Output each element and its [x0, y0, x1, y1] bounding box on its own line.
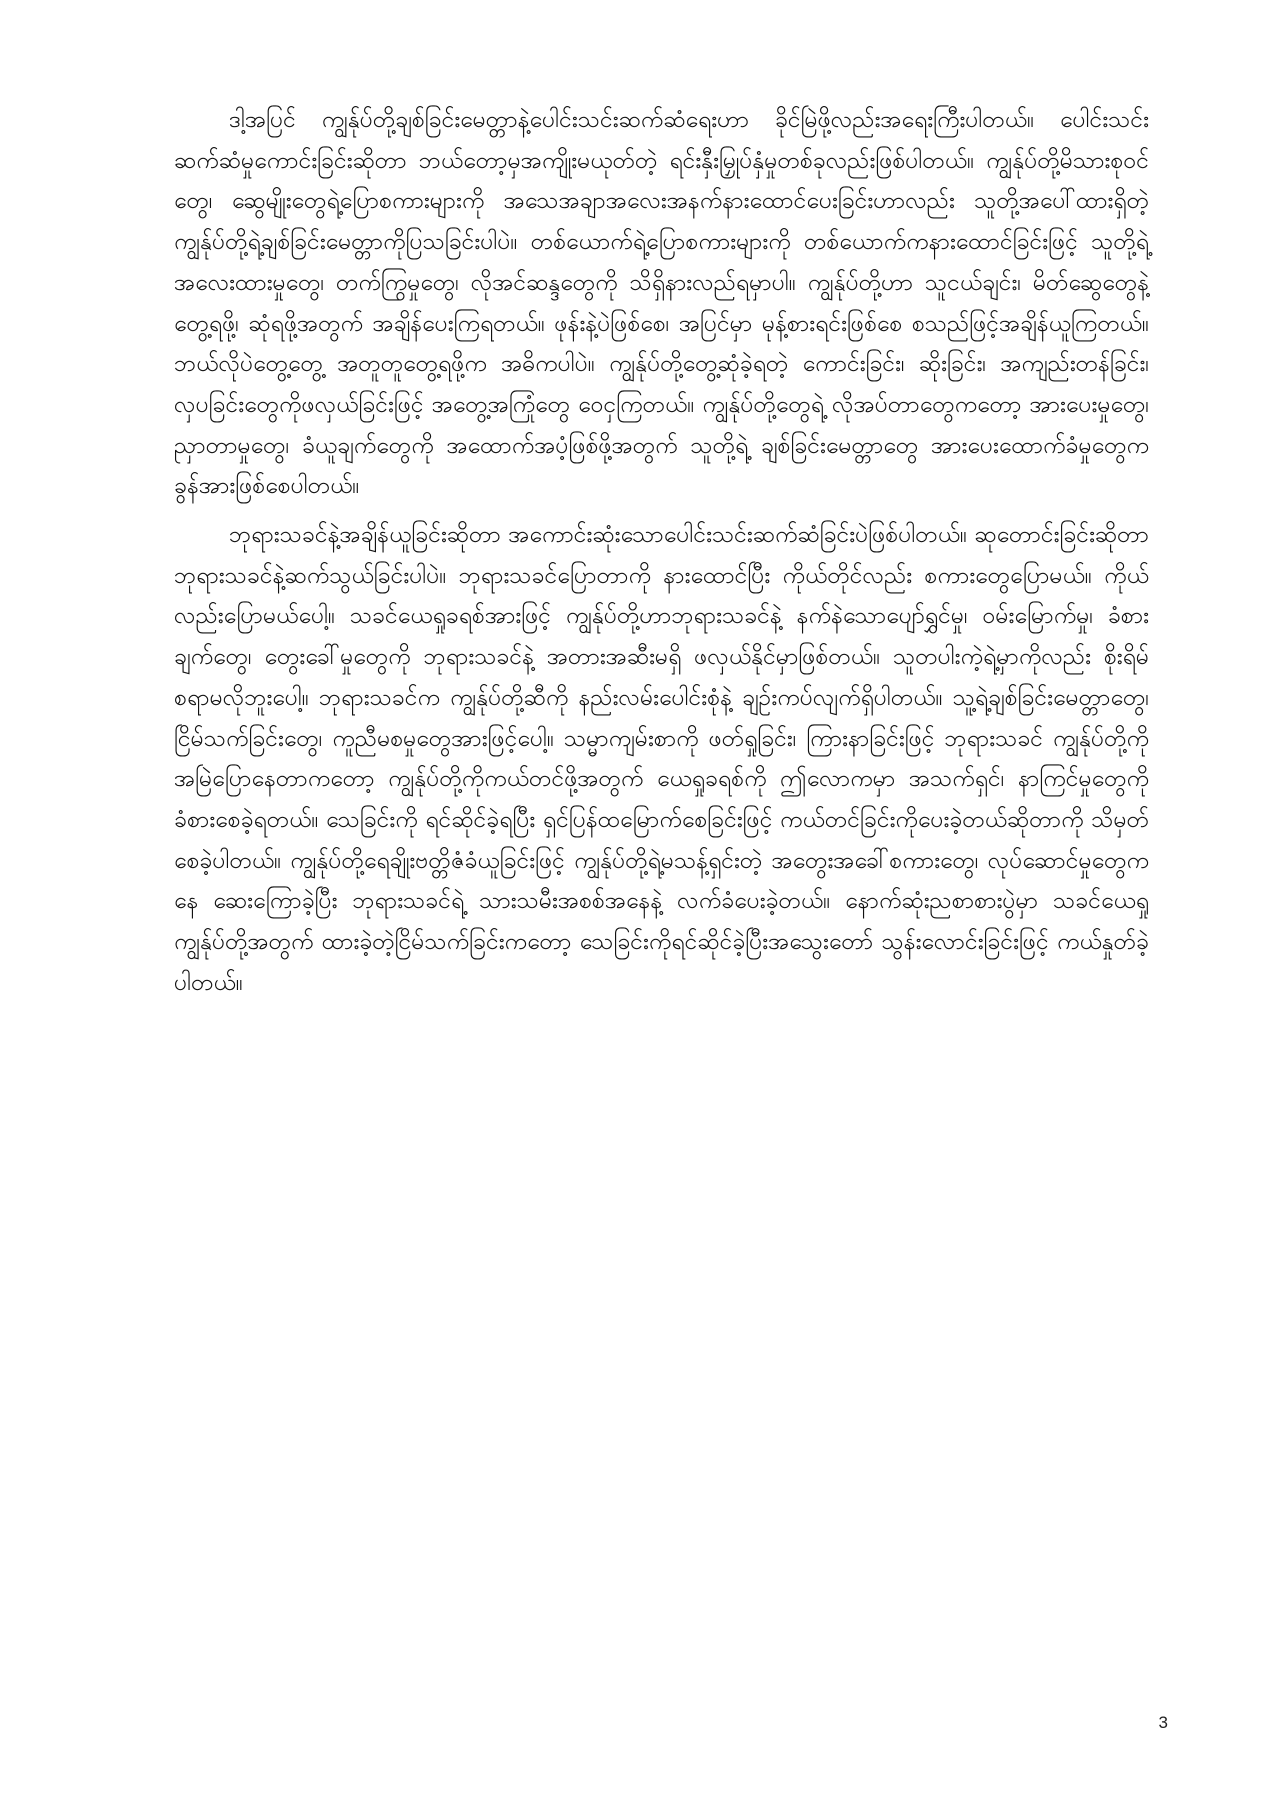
body-text — [174, 100, 1149, 1003]
paragraph-1: ဒါ့အပြင် ကျွန်ုပ်တို့ချစ်ခြင်းမေတ္တာနဲ့ပေါင်းသင်းဆက်ဆံရေးဟာ ခိုင်မြဲဖို့လည်းအရေးကြီးပါတယ်။ ပေါင်းသင်းဆက်ဆံမှုကောင်းခြင်းဆိုတာ ဘယ်တော့မှအကျိုးမယုတ်တဲ့ ရင်းနှီးမြှုပ်နှံမှုတစ်ခုလည်းဖြစ်ပါတယ်။ ကျွန်ုပ်တို့မိသားစုဝင်တွေ၊ ဆွေမျိုးတွေရဲ့ပြောစကားများကို အသေအချာအလေးအနက်နားထောင်ပေးခြင်းဟာလည်း သူတို့အပေါ်ထားရှိတဲ့ ကျွန်ုပ်တို့ရဲ့ချစ်ခြင်းမေတ္တာကိုပြသခြင်းပါပဲ။ တစ်ယောက်ရဲ့ပြောစကားများကို တစ်ယောက်ကနားထောင်ခြင်းဖြင့် သူတို့ရဲ့အလေးထားမှုတွေ၊ တက်ကြွမှုတွေ၊ လိုအင်ဆန္ဒတွေကို သိရှိနားလည်ရမှာပါ။ ကျွန်ုပ်တို့ဟာ သူငယ်ချင်း၊ မိတ်ဆွေတွေနဲ့တွေ့ရဖို့၊ ဆုံရဖို့အတွက် အချိန်ပေးကြရတယ်။ ဖုန်းနဲ့ပဲဖြစ်စေ၊ အပြင်မှာ မုန့်စားရင်းဖြစ်စေ စသည်ဖြင့်အချိန်ယူကြတယ်။ ဘယ်လိုပဲတွေ့တွေ့ အတူတူတွေ့ရဖို့က အဓိကပါပဲ။ ကျွန်ုပ်တို့တွေ့ဆုံခဲ့ရတဲ့ ကောင်းခြင်း၊ ဆိုးခြင်း၊ အကျည်းတန်ခြင်း၊ လှပခြင်းတွေကိုဖလှယ်ခြင်းဖြင့် အတွေ့အကြုံတွေ ဝေငှကြတယ်။ ကျွန်ုပ်တို့တွေရဲ့ လိုအပ်တာတွေကတော့ အားပေးမှုတွေ၊ ညှာတာမှုတွေ၊ ခံယူချက်တွေကို အထောက်အပံ့ဖြစ်ဖို့အတွက် သူတို့ရဲ့ ချစ်ခြင်းမေတ္တာတွေ အားပေးထောက်ခံမှုတွေက ခွန်အားဖြစ်စေပါတယ်။ — [174, 107, 1149, 500]
paragraph-2: ဘုရားသခင်နဲ့အချိန်ယူခြင်းဆိုတာ အကောင်းဆုံးသောပေါင်းသင်းဆက်ဆံခြင်းပဲဖြစ်ပါတယ်။ ဆုတောင်းခြင်းဆိုတာ ဘုရားသခင်နဲ့ဆက်သွယ်ခြင်းပါပဲ။ ဘုရားသခင်ပြောတာကို နားထောင်ပြီး ကိုယ်တိုင်လည်း စကားတွေပြောမယ်။ ကိုယ်လည်းပြောမယ်ပေါ့။ သခင်ယေရှုခရစ်အားဖြင့် ကျွန်ုပ်တို့ဟာဘုရားသခင်နဲ့ နက်နဲသောပျော်ရွှင်မှု၊ ဝမ်းမြောက်မှု၊ ခံစားချက်တွေ၊ တွေးခေါ်မှုတွေကို ဘုရားသခင်နဲ့ အတားအဆီးမရှိ ဖလှယ်နိုင်မှာဖြစ်တယ်။ သူတပါးကဲ့ရဲ့မှာကိုလည်း စိုးရိမ်စရာမလိုဘူးပေါ့။ ဘုရားသခင်က ကျွန်ုပ်တို့ဆီကို နည်းလမ်းပေါင်းစုံနဲ့ ချဉ်းကပ်လျက်ရှိပါတယ်။ သူ့ရဲ့ချစ်ခြင်းမေတ္တာတွေ၊ ငြိမ်သက်ခြင်းတွေ၊ ကူညီမစမှုတွေအားဖြင့်ပေါ့။ သမ္မာကျမ်းစာကို ဖတ်ရှုခြင်း၊ ကြားနာခြင်းဖြင့် ဘုရားသခင် ကျွန်ုပ်တို့ကိုအမြဲပြောနေတာကတော့ ကျွန်ုပ်တို့ကိုကယ်တင်ဖို့အတွက် ယေရှုခရစ်ကို ဤလောကမှာ အသက်ရှင်၊ နာကြင်မှုတွေကို ခံစားစေခဲ့ရတယ်။ သေခြင်းကို ရင်ဆိုင်ခဲ့ရပြီး ရှင်ပြန်ထမြောက်စေခြင်းဖြင့် ကယ်တင်ခြင်းကိုပေးခဲ့တယ်ဆိုတာကို သိမှတ်စေခဲ့ပါတယ်။ ကျွန်ုပ်တို့ရေချိုးဗတ္တိဇံခံယူခြင်းဖြင့် ကျွန်ုပ်တို့ရဲ့မသန့်ရှင်းတဲ့ အတွေးအခေါ်စကားတွေ၊ လုပ်ဆောင်မှုတွေကနေ ဆေးကြောခဲ့ပြီး ဘုရားသခင်ရဲ့ သားသမီးအစစ်အနေနဲ့ လက်ခံပေးခဲ့တယ်။ နောက်ဆုံးညစာစားပွဲမှာ သခင်ယေရှုကျွန်ုပ်တို့အတွက် ထားခဲ့တဲ့ငြိမ်သက်ခြင်းကတော့ သေခြင်းကိုရင်ဆိုင်ခဲ့ပြီးအသွေးတော် သွန်းလောင်းခြင်းဖြင့် ကယ်နှုတ်ခဲ့ပါတယ်။ — [174, 522, 1149, 996]
page-number: 3 — [1158, 1713, 1168, 1732]
